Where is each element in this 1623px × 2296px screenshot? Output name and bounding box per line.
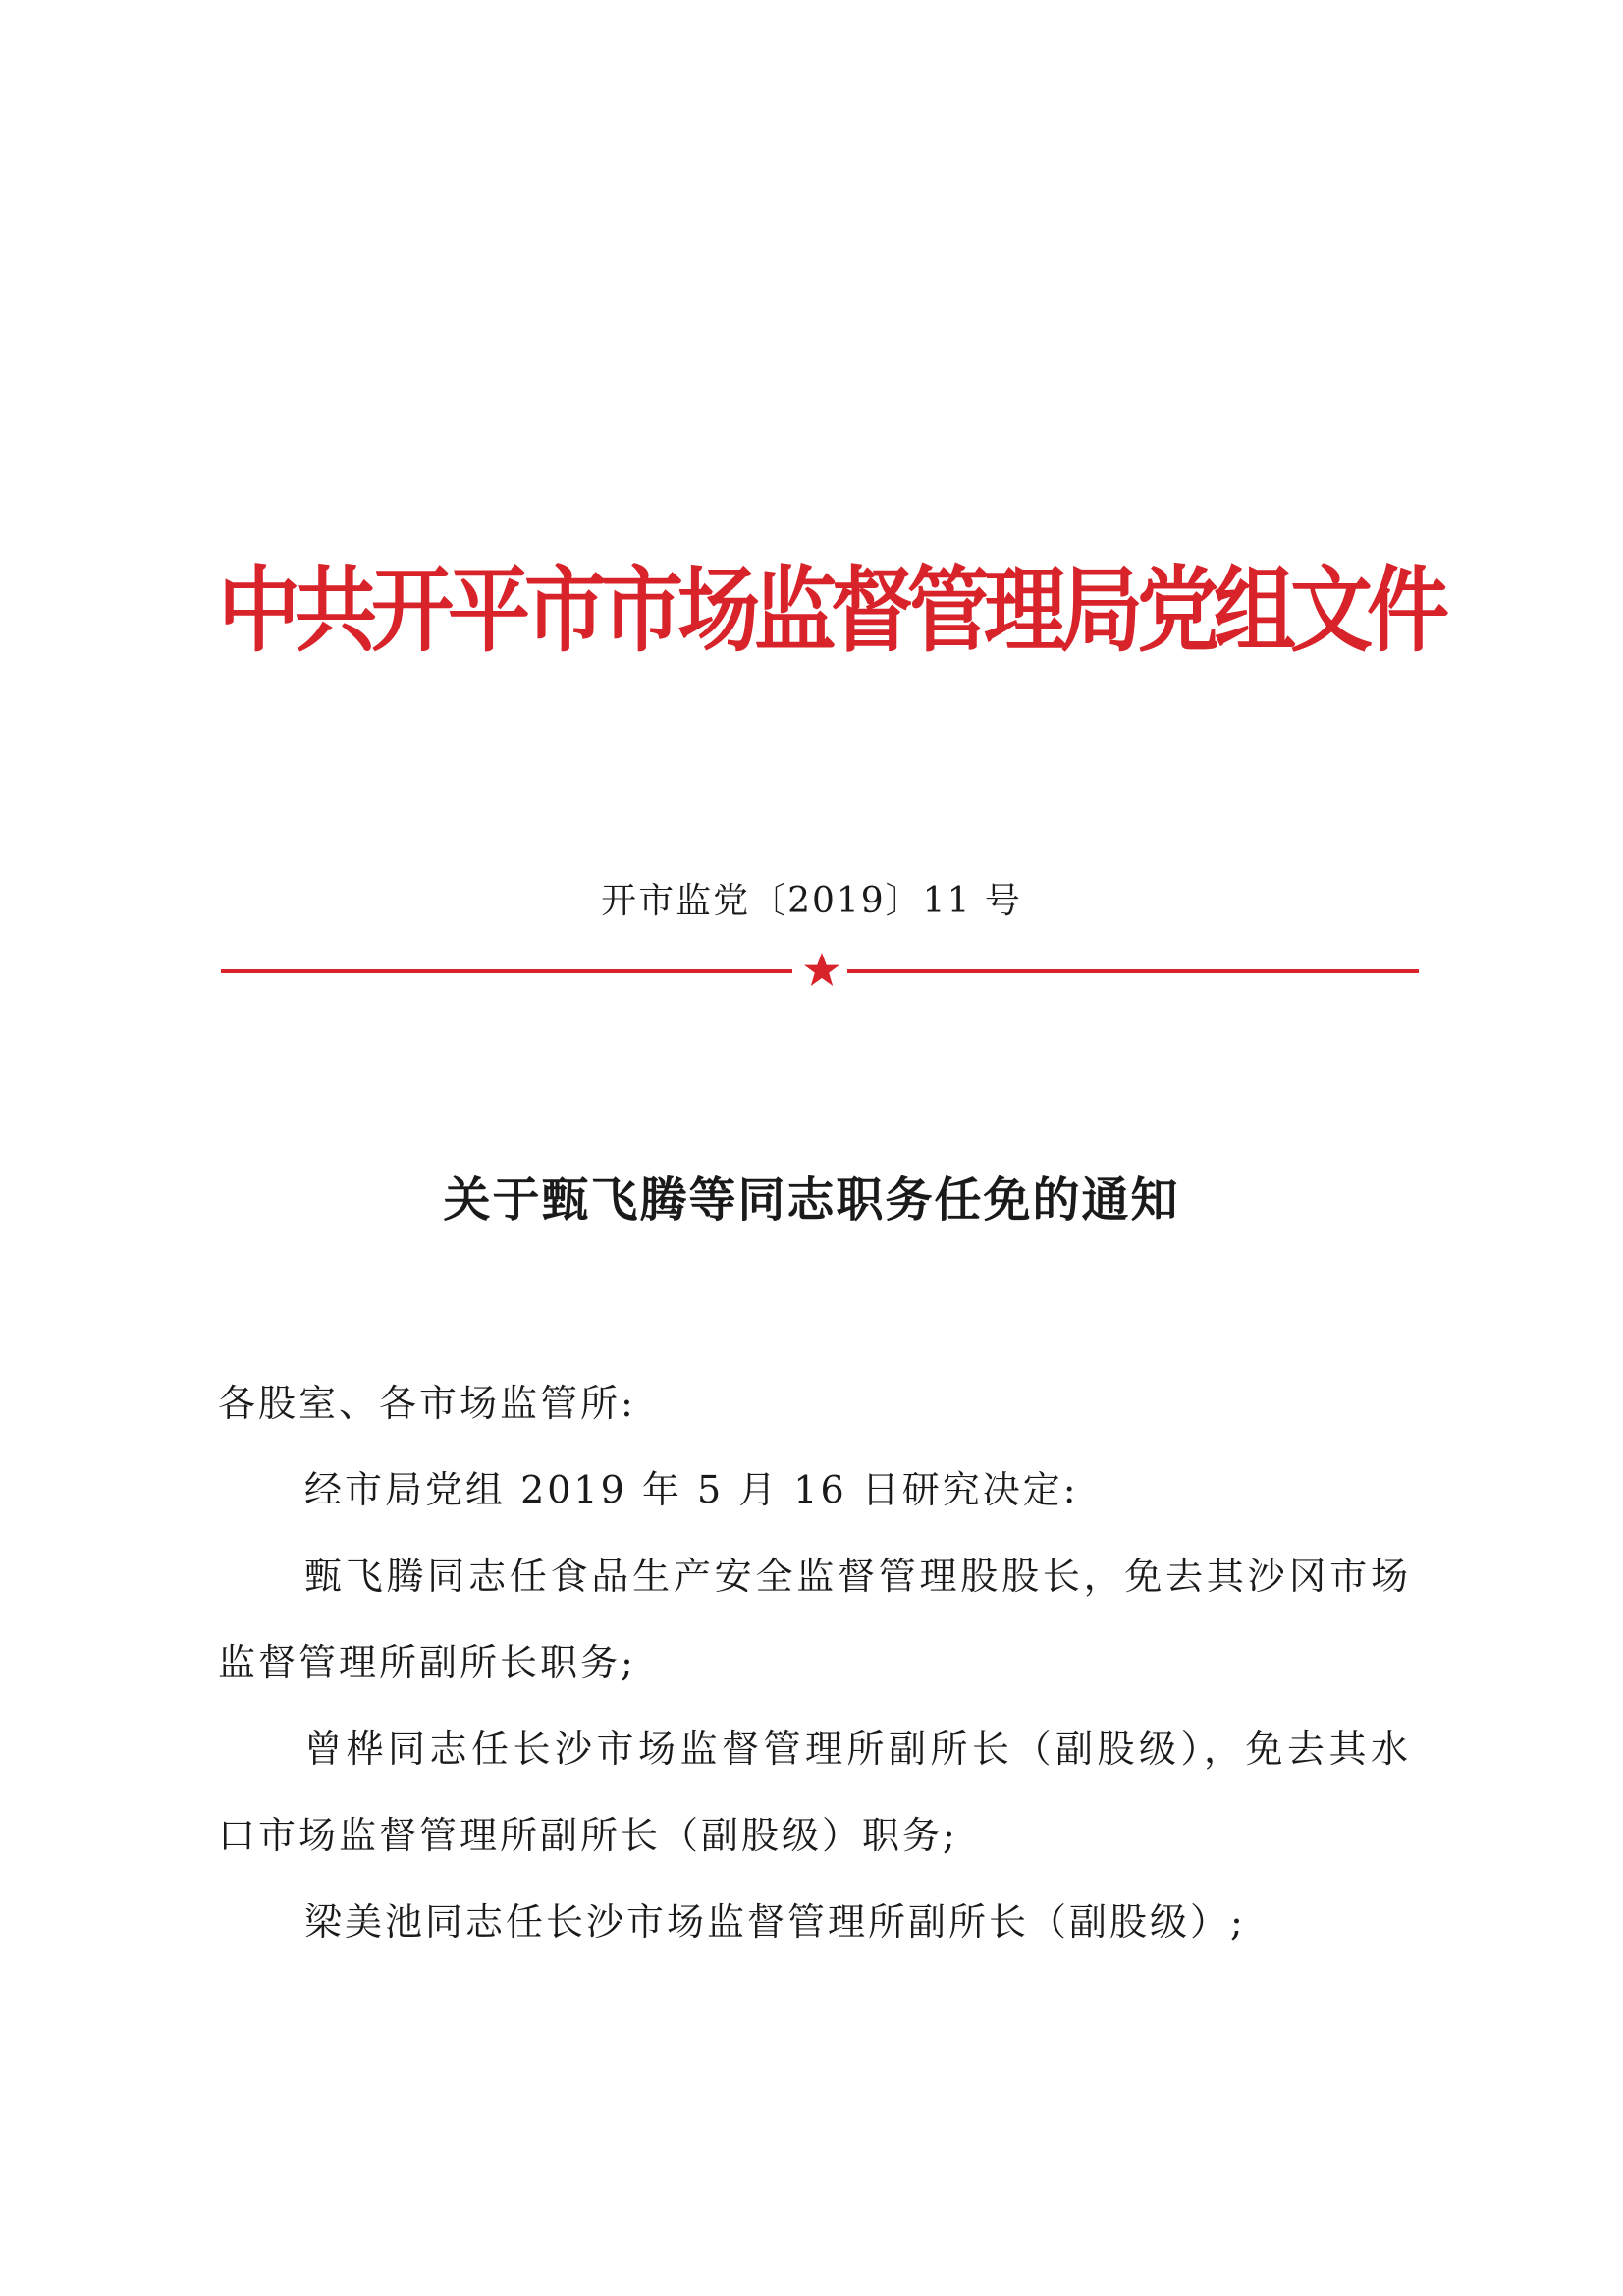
body-paragraph: 甄飞腾同志任食品生产安全监督管理股股长，免去其沙冈市场监督管理所副所长职务; bbox=[218, 1555, 1411, 1684]
notice-body bbox=[218, 1360, 1411, 1965]
body-paragraph: 经市局党组 2019 年 5 月 16 日研究决定: bbox=[304, 1468, 1079, 1511]
salutation: 各股室、各市场监管所: bbox=[218, 1382, 636, 1425]
document-number: 开市监党〔2019〕11 号 bbox=[601, 881, 1022, 921]
star-icon bbox=[802, 951, 841, 990]
body-paragraph: 梁美池同志任长沙市场监督管理所副所长（副股级）; bbox=[304, 1900, 1246, 1943]
separator-line-left bbox=[221, 969, 792, 973]
red-separator bbox=[221, 951, 1419, 990]
body-paragraph: 曾桦同志任长沙市场监督管理所副所长（副股级），免去其水口市场监督管理所副所长（副股级）职务; bbox=[218, 1727, 1411, 1857]
separator-line-right bbox=[847, 969, 1419, 973]
notice-title: 关于甄飞腾等同志职务任免的通知 bbox=[443, 1173, 1180, 1228]
masthead-title: 中共开平市市场监督管理局党组文件 bbox=[218, 555, 1444, 665]
